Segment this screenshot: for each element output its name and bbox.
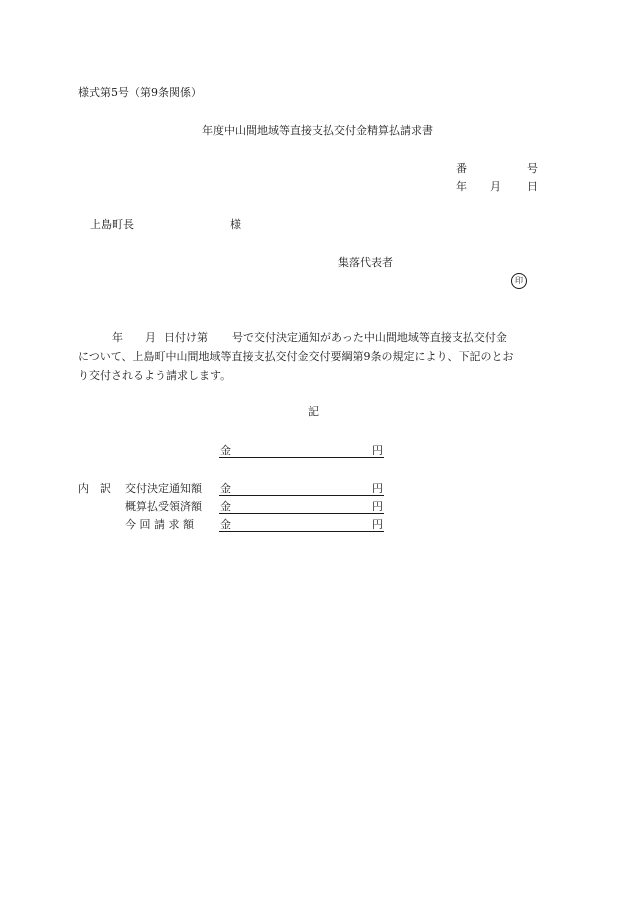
header-hi: 日: [527, 180, 538, 193]
breakdown-row-underline: [219, 513, 384, 514]
addressee-name: 上島町長: [90, 218, 134, 231]
breakdown-label: 内 訳: [78, 482, 111, 495]
header-go: 号: [527, 162, 538, 175]
ki-heading: 記: [308, 405, 319, 418]
breakdown-row-label: 今 回 請 求 額: [125, 518, 194, 531]
addressee-honorific: 様: [230, 218, 241, 231]
header-tsuki: 月: [490, 180, 501, 193]
total-yen: 円: [372, 444, 383, 457]
breakdown-row-kin: 金: [220, 482, 231, 495]
request-paragraph: [78, 328, 548, 385]
breakdown-row-label: 交付決定通知額: [125, 482, 202, 495]
header-nen: 年: [456, 180, 467, 193]
form-number: 様式第5号（第9条関係）: [78, 86, 202, 99]
breakdown-row-yen: 円: [372, 482, 383, 495]
breakdown-row-kin: 金: [220, 518, 231, 531]
breakdown-row-yen: 円: [372, 518, 383, 531]
paragraph-line-1: [78, 328, 548, 347]
total-kin: 金: [220, 444, 231, 457]
seal-mark: 印: [511, 273, 527, 289]
breakdown-row-kin: 金: [220, 500, 231, 513]
breakdown-row-underline: [219, 531, 384, 532]
body-date-suffix: 日付け第: [164, 331, 208, 344]
breakdown-row-underline: [219, 495, 384, 496]
header-ban: 番: [456, 162, 467, 175]
sender-label: 集落代表者: [338, 256, 393, 269]
paragraph-line-3: り交付されるよう請求します。: [78, 369, 232, 382]
paragraph-line-2: について、上島町中山間地域等直接支払交付金交付要綱第9条の規定により、下記のとお: [78, 350, 514, 363]
body-tsuki: 月: [145, 331, 156, 344]
breakdown-row-label: 概算払受領済額: [125, 500, 202, 513]
breakdown-row-yen: 円: [372, 500, 383, 513]
total-underline: [219, 457, 384, 458]
body-go-suffix: 号で交付決定通知があった中山間地域等直接支払交付金: [232, 331, 507, 344]
body-nen: 年: [112, 331, 123, 344]
document-title: 年度中山間地域等直接支払交付金精算払請求書: [202, 124, 433, 137]
